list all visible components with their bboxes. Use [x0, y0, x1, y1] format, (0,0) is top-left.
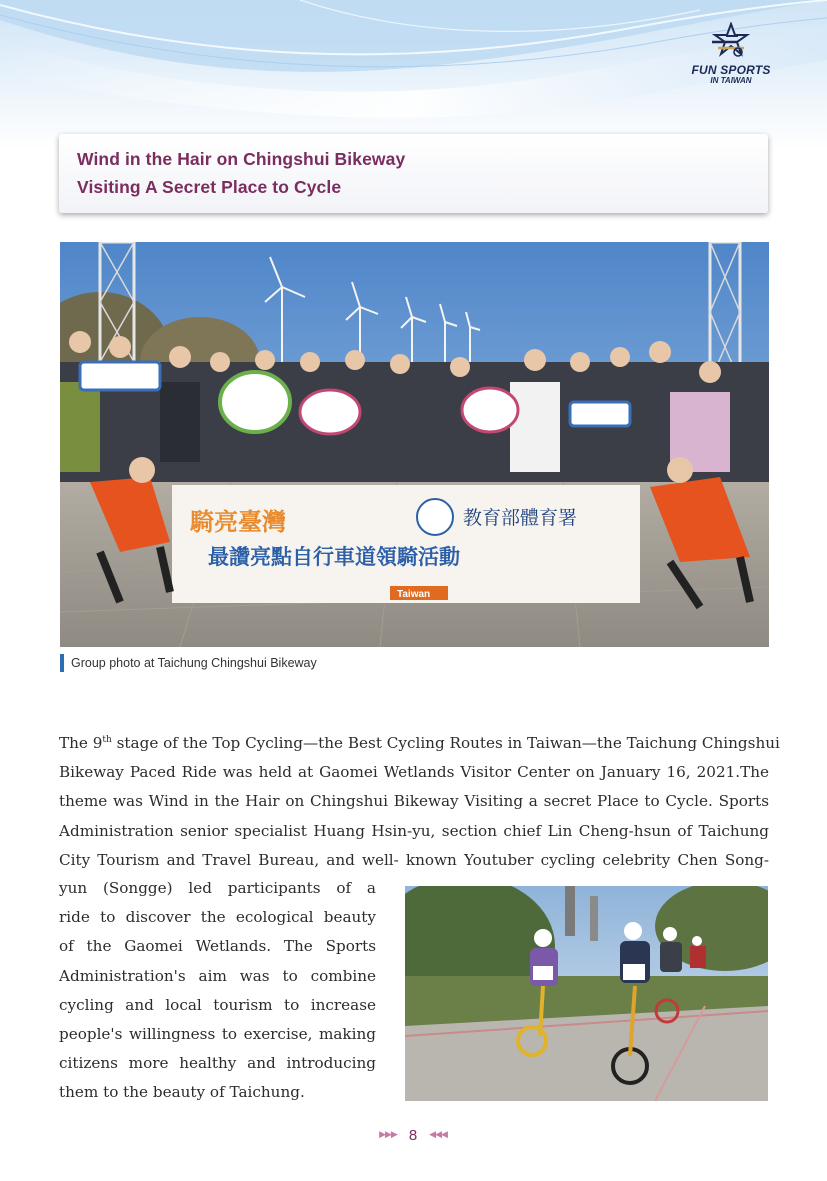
- article-title-box: [59, 134, 768, 213]
- fun-sports-logo: [686, 22, 776, 92]
- article-line: Administration's aim was to combine: [59, 966, 376, 985]
- logo-subtitle: IN TAIWAN: [710, 76, 752, 85]
- article-line: ride to discover the ecological beauty: [59, 908, 376, 927]
- article-line: theme was Wind in the Hair on Chingshui Bikeway Visiting a secret Place to Cycle. Sports: [59, 792, 769, 811]
- article-line: them to the beauty of Taichung.: [59, 1083, 305, 1102]
- pager-left-arrows-icon: ▶▶▶: [379, 1130, 397, 1140]
- article-line: Administration senior specialist Huang Hsin-yu, section chief Lin Cheng-hsun of Taichung: [59, 821, 769, 840]
- article-body-full-width: [59, 729, 780, 875]
- article-title-line-1: Wind in the Hair on Chingshui Bikeway: [77, 149, 406, 169]
- page-footer: [363, 1124, 463, 1146]
- article-line: cycling and local tourism to increase: [59, 995, 376, 1014]
- group-photo: [60, 242, 769, 647]
- banner-title-text: 騎亮臺灣: [190, 508, 286, 536]
- pager-right-arrows-icon: ◀◀◀: [429, 1130, 447, 1140]
- logo-title: FUN SPORTS: [691, 63, 771, 77]
- article-line: The 9th stage of the Top Cycling—the Best Cycling Routes in Taiwan—the Taichung Chingshui: [59, 734, 780, 752]
- article-line: of the Gaomei Wetlands. The Sports: [59, 937, 376, 956]
- banner-org-text: 教育部體育署: [463, 507, 578, 529]
- cyclist-star-icon: [708, 22, 754, 60]
- banner-main-text: 最讚亮點自行車道領騎活動: [208, 545, 460, 569]
- page-number: 8: [408, 1126, 418, 1144]
- caption-accent-bar: [60, 654, 64, 672]
- caption-text: Group photo at Taichung Chingshui Bikeway: [71, 656, 317, 670]
- photo-caption: [60, 654, 317, 672]
- article-line: Bikeway Paced Ride was held at Gaomei Wetlands Visitor Center on January 16, 2021.The: [59, 763, 769, 782]
- article-line: yun (Songge) led participants of a: [59, 879, 376, 897]
- article-line: City Tourism and Travel Bureau, and well- known Youtuber cycling celebrity Chen Song-: [59, 850, 769, 869]
- cycling-photo: [405, 886, 768, 1101]
- banner-taiwan-tag: Taiwan: [397, 589, 431, 600]
- article-title-line-2: Visiting A Secret Place to Cycle: [77, 177, 342, 197]
- article-line: citizens more healthy and introducing: [59, 1054, 376, 1073]
- article-body-left-column: [59, 874, 376, 1108]
- article-line: people's willingness to exercise, making: [59, 1025, 376, 1044]
